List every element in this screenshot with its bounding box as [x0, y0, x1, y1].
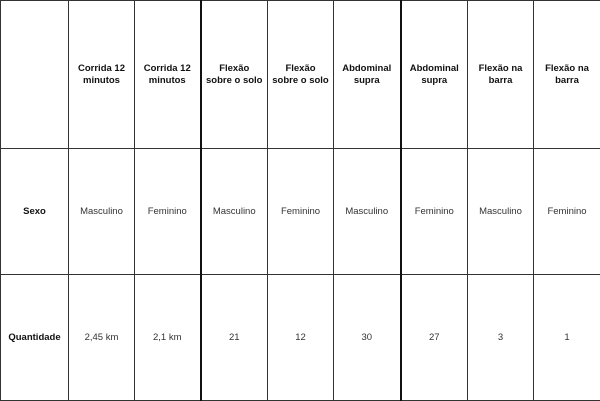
column-header: Abdominal supra: [334, 1, 401, 149]
table-cell: Masculino: [334, 149, 401, 275]
table-cell: 27: [401, 275, 468, 401]
table-cell: 2,45 km: [69, 275, 135, 401]
corner-cell: [1, 1, 69, 149]
column-header: Flexão sobre o solo: [201, 1, 268, 149]
table-row-sexo: [1, 149, 600, 275]
table-cell: Masculino: [69, 149, 135, 275]
column-header: Flexão na barra: [468, 1, 534, 149]
column-header: Flexão na barra: [534, 1, 600, 149]
column-header: Corrida 12 minutos: [69, 1, 135, 149]
table-cell: 12: [268, 275, 334, 401]
table-row-quantidade: [1, 275, 600, 401]
column-header: Abdominal supra: [401, 1, 468, 149]
table-cell: 30: [334, 275, 401, 401]
table-cell: Feminino: [534, 149, 600, 275]
table-cell: Feminino: [268, 149, 334, 275]
table-cell: 2,1 km: [135, 275, 201, 401]
header-row: [1, 1, 600, 149]
table-cell: Masculino: [201, 149, 268, 275]
table-cell: Masculino: [468, 149, 534, 275]
table-cell: 3: [468, 275, 534, 401]
column-header: Flexão sobre o solo: [268, 1, 334, 149]
column-header: Corrida 12 minutos: [135, 1, 201, 149]
table-cell: Feminino: [135, 149, 201, 275]
table-cell: 21: [201, 275, 268, 401]
row-header: Quantidade: [1, 275, 69, 401]
row-header: Sexo: [1, 149, 69, 275]
table-cell: Feminino: [401, 149, 468, 275]
table-cell: 1: [534, 275, 600, 401]
